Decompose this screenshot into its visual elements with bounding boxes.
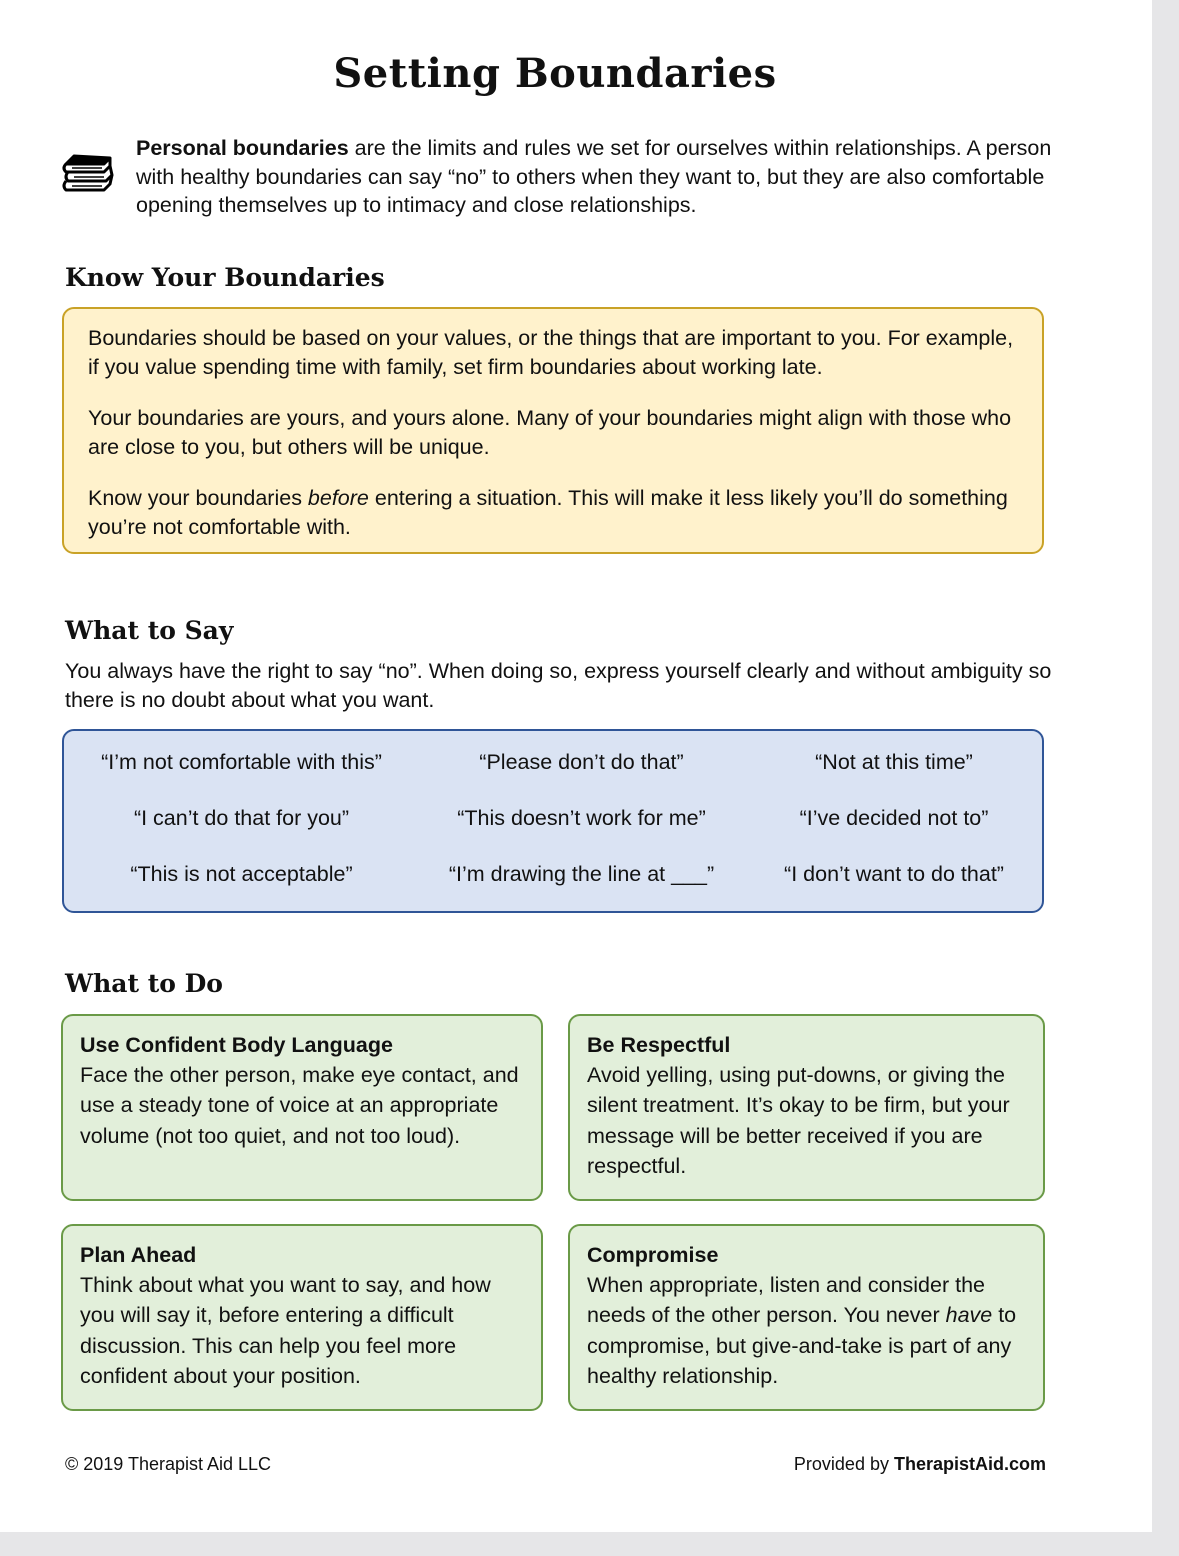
phrase-grid xyxy=(64,749,1042,887)
page-title: Setting Boundaries xyxy=(333,50,777,97)
phrase: “I don’t want to do that” xyxy=(784,862,1004,886)
know-p3-pre: Know your boundaries xyxy=(88,486,308,510)
card-body-post: to compromise, but give-and-take is part of any healthy relationship. xyxy=(587,1303,1017,1388)
phrases-box xyxy=(62,729,1044,913)
know-paragraph-3 xyxy=(88,484,1018,541)
know-boundaries-box xyxy=(62,307,1044,554)
phrase: “This is not acceptable” xyxy=(130,862,353,886)
what-to-say-intro: You always have the right to say “no”. When doing so, express yourself clearly and without ambiguity so there is no doubt about what you want. xyxy=(65,659,1052,712)
phrase: “I’m drawing the line at ___” xyxy=(448,862,715,886)
card-body: Face the other person, make eye contact, and use a steady tone of voice at an appropriate volume (not too quiet, and not too loud). xyxy=(80,1063,519,1148)
card-title: Plan Ahead xyxy=(80,1243,197,1267)
heading-know-your-boundaries: Know Your Boundaries xyxy=(65,263,385,292)
phrase: “I’ve decided not to” xyxy=(799,806,989,830)
heading-what-to-do: What to Do xyxy=(65,969,223,998)
heading-what-to-say: What to Say xyxy=(65,616,234,645)
card-body xyxy=(587,1270,1026,1391)
card-body: Avoid yelling, using put-downs, or giving the silent treatment. It’s okay to be firm, but your message will be better received if you are respectful. xyxy=(587,1063,1010,1178)
phrase: “I can’t do that for you” xyxy=(133,806,350,830)
card-confident-body-language xyxy=(61,1014,543,1201)
books-icon xyxy=(60,152,116,196)
card-body-pre: When appropriate, listen and consider the needs of the other person. You never xyxy=(587,1273,985,1328)
brand-link[interactable]: TherapistAid.com xyxy=(893,1454,1046,1474)
card-body-emphasis: have xyxy=(945,1303,993,1328)
card-body: Think about what you want to say, and how you will say it, before entering a difficult discussion. This can help you feel more confident about your position. xyxy=(80,1273,491,1388)
know-paragraph-1: Boundaries should be based on your values, or the things that are important to you. For example, if you value spending time with family, set firm boundaries about working late. xyxy=(88,326,1014,379)
card-title: Use Confident Body Language xyxy=(80,1033,393,1057)
provided-by xyxy=(794,1454,1046,1475)
intro-section xyxy=(60,134,1060,220)
know-paragraph-2: Your boundaries are yours, and yours alone. Many of your boundaries might align with those who are close to you, but others will be unique. xyxy=(88,406,1012,459)
know-p3-post: entering a situation. This will make it less likely you’ll do something you’re not comfortable with. xyxy=(88,486,1008,539)
intro-bold-term: Personal boundaries xyxy=(136,136,349,160)
phrase: “Please don’t do that” xyxy=(479,750,684,774)
phrase: “This doesn’t work for me” xyxy=(457,806,706,830)
card-plan-ahead xyxy=(61,1224,543,1411)
intro-text: are the limits and rules we set for ourselves within relationships. A person with healthy boundaries can say “no” to others when they want to, but they are also comfortable opening themselves up to intimacy and close relationships. xyxy=(136,136,1052,217)
card-title: Compromise xyxy=(587,1243,719,1267)
provided-by-label: Provided by xyxy=(793,1454,894,1474)
know-p3-emphasis: before xyxy=(307,486,369,510)
copyright: © 2019 Therapist Aid LLC xyxy=(65,1454,272,1474)
card-compromise xyxy=(568,1224,1045,1411)
phrase: “I’m not comfortable with this” xyxy=(101,750,382,774)
card-title: Be Respectful xyxy=(587,1033,731,1057)
card-be-respectful xyxy=(568,1014,1045,1201)
phrase: “Not at this time” xyxy=(815,750,973,774)
intro-paragraph xyxy=(136,134,1060,220)
